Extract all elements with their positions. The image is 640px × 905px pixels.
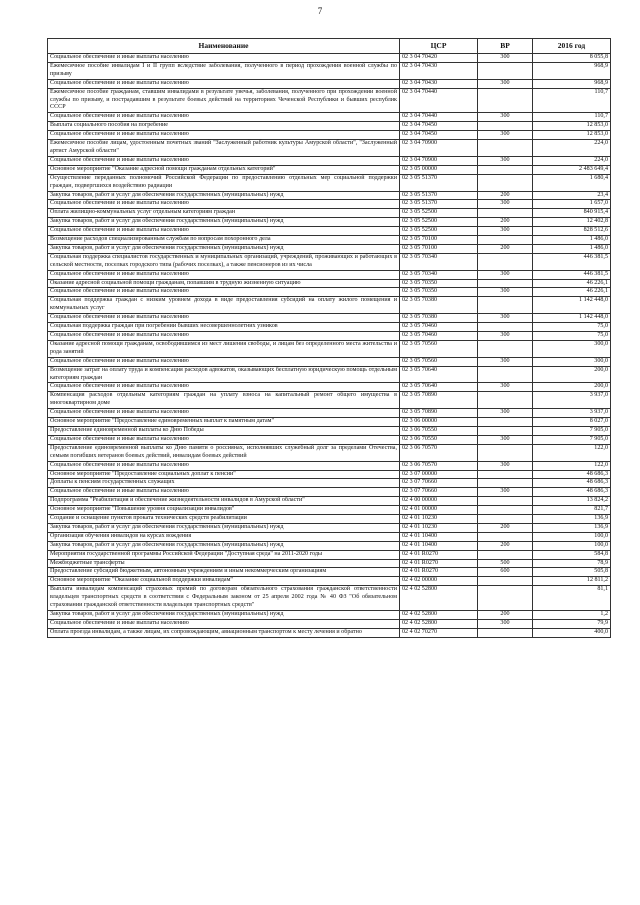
row-vr — [478, 88, 533, 113]
row-csr: 02 4 01 00000 — [400, 506, 478, 515]
row-csr: 02 3 05 70640 — [400, 383, 478, 392]
row-name: Социальное обеспечение и иные выплаты населению — [48, 113, 400, 122]
row-vr: 300 — [478, 200, 533, 209]
table-row — [48, 568, 611, 577]
row-vr: 300 — [478, 156, 533, 165]
row-name: Основное мероприятие "Оказание адресной помощи гражданам отдельных категорий" — [48, 165, 400, 174]
table-row — [48, 444, 611, 461]
row-amount: 3 937,0 — [533, 392, 611, 409]
row-vr — [478, 366, 533, 383]
row-name: Основное мероприятие "Предоставление единовременных выплат к памятным датам" — [48, 418, 400, 427]
row-name: Создание и оснащение пунктов проката технических средств реабилитации — [48, 515, 400, 524]
table-row — [48, 426, 611, 435]
row-vr: 300 — [478, 113, 533, 122]
row-name: Выплата социального пособия на погребение — [48, 122, 400, 131]
row-amount: 13 824,2 — [533, 497, 611, 506]
row-csr: 02 3 07 70660 — [400, 479, 478, 488]
row-amount: 1 486,0 — [533, 244, 611, 253]
row-amount: 1 142 448,0 — [533, 297, 611, 314]
row-name: Оплата проезда инвалидам, а также лицам, их сопровождающим, авиационным транспортом к месту лечения и обратно — [48, 628, 400, 637]
row-name: Предоставление единовременной выплаты ко Дню памяти о россиянах, исполнявших служебный долг за пределами Отечества, семьям погибших ветеранов боевых действий, инвалидам боевых действий — [48, 444, 400, 461]
table-row — [48, 340, 611, 357]
table-row — [48, 191, 611, 200]
row-amount: 584,8 — [533, 550, 611, 559]
table-row — [48, 435, 611, 444]
row-vr: 300 — [478, 131, 533, 140]
row-csr: 02 3 06 70550 — [400, 426, 478, 435]
row-name: Социальное обеспечение и иные выплаты населению — [48, 461, 400, 470]
row-vr — [478, 209, 533, 218]
row-amount: 81,1 — [533, 586, 611, 611]
row-name: Организация обучения инвалидов на курсах вождения — [48, 532, 400, 541]
row-vr: 300 — [478, 409, 533, 418]
table-row — [48, 314, 611, 323]
header-vr: ВР — [478, 39, 533, 54]
row-vr — [478, 550, 533, 559]
row-name: Ежемесячное пособие гражданам, ставшим инвалидами в результате увечья, заболевания, полученного при прохождении военной службы по призыву, и пострадавшим в результате боевых действий на территориях Чеченской Республики и бывших республик СССР — [48, 88, 400, 113]
row-vr — [478, 426, 533, 435]
row-csr: 02 4 01 R0270 — [400, 550, 478, 559]
row-name: Предоставление субсидий бюджетным, автономным учреждениям и иным некоммерческим организациям — [48, 568, 400, 577]
row-vr: 300 — [478, 79, 533, 88]
row-csr: 02 4 01 10230 — [400, 523, 478, 532]
row-vr — [478, 174, 533, 191]
row-vr — [478, 279, 533, 288]
row-vr: 200 — [478, 611, 533, 620]
row-amount: 968,9 — [533, 79, 611, 88]
row-csr: 02 3 05 70340 — [400, 253, 478, 270]
row-csr: 02 4 01 R0270 — [400, 559, 478, 568]
header-year: 2016 год — [533, 39, 611, 54]
table-row — [48, 140, 611, 157]
table-row — [48, 174, 611, 191]
table-row — [48, 357, 611, 366]
row-name: Подпрограмма "Реабилитация и обеспечение жизнедеятельности инвалидов в Амурской области" — [48, 497, 400, 506]
row-amount: 122,0 — [533, 461, 611, 470]
row-name: Закупка товаров, работ и услуг для обеспечения государственных (муниципальных) нужд — [48, 611, 400, 620]
row-name: Предоставление единовременной выплаты ко Дню Победы — [48, 426, 400, 435]
table-row — [48, 550, 611, 559]
row-amount: 136,9 — [533, 523, 611, 532]
table-row — [48, 253, 611, 270]
row-vr — [478, 392, 533, 409]
row-name: Закупка товаров, работ и услуг для обеспечения государственных (муниципальных) нужд — [48, 541, 400, 550]
table-row — [48, 383, 611, 392]
row-name: Социальное обеспечение и иные выплаты населению — [48, 435, 400, 444]
row-amount: 446 381,5 — [533, 270, 611, 279]
table-row — [48, 122, 611, 131]
row-csr: 02 3 04 70450 — [400, 122, 478, 131]
table-row — [48, 88, 611, 113]
row-csr: 02 3 04 70900 — [400, 140, 478, 157]
row-name: Межбюджетные трансферты — [48, 559, 400, 568]
row-csr: 02 3 05 70340 — [400, 270, 478, 279]
row-amount: 122,0 — [533, 444, 611, 461]
table-row — [48, 297, 611, 314]
table-row — [48, 409, 611, 418]
row-csr: 02 4 02 70270 — [400, 628, 478, 637]
row-csr: 02 3 05 00000 — [400, 165, 478, 174]
table-row — [48, 218, 611, 227]
row-amount: 224,0 — [533, 140, 611, 157]
row-csr: 02 4 01 10230 — [400, 515, 478, 524]
table-row — [48, 79, 611, 88]
table-header-row — [48, 39, 611, 54]
row-amount: 300,0 — [533, 357, 611, 366]
row-name: Оказание адресной помощи гражданам, освободившимся из мест лишения свободы, и лицам без определенного места жительства и рода занятий — [48, 340, 400, 357]
row-csr: 02 3 05 51370 — [400, 174, 478, 191]
row-amount: 446 381,5 — [533, 253, 611, 270]
row-vr: 300 — [478, 488, 533, 497]
row-name: Доплаты к пенсиям государственных служащих — [48, 479, 400, 488]
row-name: Компенсация расходов отдельным категориям граждан на уплату взноса на капитальный ремонт общего имущества в многоквартирном доме — [48, 392, 400, 409]
row-name: Социальное обеспечение и иные выплаты населению — [48, 409, 400, 418]
row-csr: 02 3 05 51370 — [400, 191, 478, 200]
row-csr: 02 4 02 52800 — [400, 619, 478, 628]
row-csr: 02 3 05 70380 — [400, 314, 478, 323]
row-amount: 8 055,8 — [533, 54, 611, 63]
table-row — [48, 559, 611, 568]
row-vr: 200 — [478, 244, 533, 253]
row-name: Социальное обеспечение и иные выплаты населению — [48, 619, 400, 628]
row-amount: 12 811,2 — [533, 577, 611, 586]
row-name: Ежемесячное пособие лицам, удостоенным почетных званий "Заслуженный работник культуры Амурской области", "Заслуженный артист Амурской области" — [48, 140, 400, 157]
row-vr: 200 — [478, 218, 533, 227]
row-vr — [478, 253, 533, 270]
row-amount: 828 512,6 — [533, 227, 611, 236]
row-name: Социальное обеспечение и иные выплаты населению — [48, 156, 400, 165]
row-vr: 300 — [478, 54, 533, 63]
row-vr — [478, 470, 533, 479]
row-amount: 8 027,0 — [533, 418, 611, 427]
row-csr: 02 3 05 70350 — [400, 279, 478, 288]
row-vr — [478, 586, 533, 611]
row-name: Социальное обеспечение и иные выплаты населению — [48, 488, 400, 497]
table-row — [48, 62, 611, 79]
table-row — [48, 488, 611, 497]
row-name: Социальное обеспечение и иные выплаты населению — [48, 383, 400, 392]
table-row — [48, 236, 611, 245]
table-row — [48, 479, 611, 488]
row-amount: 1,2 — [533, 611, 611, 620]
row-amount: 2 483 649,4 — [533, 165, 611, 174]
row-vr: 300 — [478, 461, 533, 470]
row-name: Социальная поддержка граждан с низким уровнем дохода в виде предоставления субсидий на оплату жилого помещения и коммунальных услуг — [48, 297, 400, 314]
row-vr: 200 — [478, 523, 533, 532]
row-amount: 46 226,1 — [533, 279, 611, 288]
page-number: 7 — [317, 6, 323, 16]
row-name: Возмещение затрат на оплату труда и компенсация расходов адвокатов, оказывающих бесплатную юридическую помощь отдельным категориям граждан — [48, 366, 400, 383]
table-row — [48, 392, 611, 409]
table-row — [48, 611, 611, 620]
row-vr — [478, 444, 533, 461]
row-vr: 300 — [478, 270, 533, 279]
table-row — [48, 506, 611, 515]
row-csr: 02 4 02 52800 — [400, 611, 478, 620]
row-amount: 200,0 — [533, 383, 611, 392]
table-row — [48, 165, 611, 174]
table-row — [48, 156, 611, 165]
row-amount: 821,7 — [533, 506, 611, 515]
row-amount: 48 686,3 — [533, 470, 611, 479]
row-csr: 02 3 05 70890 — [400, 409, 478, 418]
row-amount: 968,9 — [533, 62, 611, 79]
row-vr: 300 — [478, 357, 533, 366]
row-csr: 02 3 05 52500 — [400, 218, 478, 227]
row-vr — [478, 62, 533, 79]
row-vr — [478, 297, 533, 314]
row-vr — [478, 418, 533, 427]
row-amount: 23,4 — [533, 191, 611, 200]
row-amount: 12 402,8 — [533, 218, 611, 227]
row-name: Оказание адресной социальной помощи гражданам, попавшим в трудную жизненную ситуацию — [48, 279, 400, 288]
row-amount: 840 915,4 — [533, 209, 611, 218]
row-csr: 02 4 01 10400 — [400, 541, 478, 550]
table-row — [48, 244, 611, 253]
row-amount: 136,9 — [533, 515, 611, 524]
row-csr: 02 3 05 70460 — [400, 332, 478, 341]
row-name: Основное мероприятие "Оказание социальной поддержки инвалидам" — [48, 577, 400, 586]
row-name: Основное мероприятие "Предоставление социальных доплат к пенсии" — [48, 470, 400, 479]
row-vr: 300 — [478, 314, 533, 323]
table-row — [48, 497, 611, 506]
row-csr: 02 3 04 70440 — [400, 113, 478, 122]
row-amount: 12 853,0 — [533, 131, 611, 140]
row-name: Основное мероприятие "Повышение уровня социализации инвалидов" — [48, 506, 400, 515]
table-row — [48, 577, 611, 586]
row-vr: 300 — [478, 332, 533, 341]
row-csr: 02 3 04 70420 — [400, 54, 478, 63]
row-vr — [478, 497, 533, 506]
row-csr: 02 3 06 70570 — [400, 444, 478, 461]
row-name: Выплата инвалидам компенсаций страховых премий по договорам обязательного страхования гражданской ответственности владельцев транспортных средств в соответствии с Федеральным законом от 25 апреля 2002 года № 40 ФЗ "Об обязательном страховании гражданской ответственности владельцев транспортных средств" — [48, 586, 400, 611]
row-amount: 78,9 — [533, 559, 611, 568]
row-amount: 12 853,0 — [533, 122, 611, 131]
table-row — [48, 628, 611, 637]
row-amount: 7 905,0 — [533, 426, 611, 435]
row-csr: 02 3 05 70460 — [400, 323, 478, 332]
row-name: Закупка товаров, работ и услуг для обеспечения государственных (муниципальных) нужд — [48, 218, 400, 227]
row-name: Закупка товаров, работ и услуг для обеспечения государственных (муниципальных) нужд — [48, 191, 400, 200]
row-csr: 02 4 02 52800 — [400, 586, 478, 611]
header-name: Наименование — [48, 39, 400, 54]
table-row — [48, 418, 611, 427]
row-name: Оплата жилищно-коммунальных услуг отдельным категориям граждан — [48, 209, 400, 218]
row-name: Социальное обеспечение и иные выплаты населению — [48, 227, 400, 236]
table-row — [48, 366, 611, 383]
row-amount: 400,0 — [533, 628, 611, 637]
row-csr: 02 3 05 51370 — [400, 200, 478, 209]
row-csr: 02 3 04 70430 — [400, 62, 478, 79]
row-vr: 500 — [478, 559, 533, 568]
row-csr: 02 3 07 70660 — [400, 488, 478, 497]
row-amount: 505,8 — [533, 568, 611, 577]
table-row — [48, 54, 611, 63]
row-csr: 02 3 05 70100 — [400, 244, 478, 253]
row-name: Социальное обеспечение и иные выплаты населению — [48, 357, 400, 366]
row-name: Социальное обеспечение и иные выплаты населению — [48, 131, 400, 140]
row-amount: 300,0 — [533, 340, 611, 357]
table-row — [48, 323, 611, 332]
row-amount: 110,7 — [533, 88, 611, 113]
row-vr — [478, 236, 533, 245]
row-name: Социальная поддержка граждан при погребении бывших несовершеннолетних узников — [48, 323, 400, 332]
row-vr — [478, 340, 533, 357]
row-csr: 02 3 05 70560 — [400, 340, 478, 357]
row-amount: 100,0 — [533, 532, 611, 541]
row-csr: 02 3 04 70440 — [400, 88, 478, 113]
row-name: Осуществление переданных полномочий Российской Федерации по предоставлению отдельных мер социальной поддержки граждан, подвергшихся воздействию радиации — [48, 174, 400, 191]
table-row — [48, 541, 611, 550]
table-row — [48, 200, 611, 209]
table-row — [48, 209, 611, 218]
row-name: Социальное обеспечение и иные выплаты населению — [48, 54, 400, 63]
row-vr — [478, 515, 533, 524]
table-row — [48, 131, 611, 140]
row-amount: 100,0 — [533, 541, 611, 550]
row-name: Закупка товаров, работ и услуг для обеспечения государственных (муниципальных) нужд — [48, 523, 400, 532]
row-csr: 02 3 05 70350 — [400, 288, 478, 297]
table-row — [48, 113, 611, 122]
table-row — [48, 227, 611, 236]
row-vr — [478, 577, 533, 586]
row-csr: 02 4 01 R0270 — [400, 568, 478, 577]
row-amount: 75,0 — [533, 332, 611, 341]
table-row — [48, 523, 611, 532]
row-vr — [478, 140, 533, 157]
budget-table — [47, 38, 611, 638]
row-vr: 200 — [478, 541, 533, 550]
table-row — [48, 586, 611, 611]
row-amount: 7 905,0 — [533, 435, 611, 444]
row-name: Социальное обеспечение и иные выплаты населению — [48, 79, 400, 88]
table-row — [48, 332, 611, 341]
table-body — [48, 54, 611, 638]
row-name: Социальная поддержка специалистов государственных и муниципальных организаций, учреждений, проживающих и работающих в сельской местности, поселках городского типа (рабочих поселках), а также пенсионеров из их числа — [48, 253, 400, 270]
row-csr: 02 3 04 70900 — [400, 156, 478, 165]
row-vr: 300 — [478, 619, 533, 628]
row-csr: 02 3 06 70550 — [400, 435, 478, 444]
row-amount: 1 657,0 — [533, 200, 611, 209]
row-csr: 02 3 06 70570 — [400, 461, 478, 470]
row-csr: 02 3 07 00000 — [400, 470, 478, 479]
row-amount: 200,0 — [533, 366, 611, 383]
row-name: Ежемесячное пособие инвалидам I и II групп вследствие заболевания, полученного в период прохождения военной службы по призыву — [48, 62, 400, 79]
row-vr: 300 — [478, 435, 533, 444]
row-vr: 300 — [478, 227, 533, 236]
row-amount: 1 680,4 — [533, 174, 611, 191]
row-vr: 300 — [478, 383, 533, 392]
table-row — [48, 470, 611, 479]
row-csr: 02 3 05 70560 — [400, 357, 478, 366]
table-row — [48, 515, 611, 524]
row-amount: 48 686,3 — [533, 479, 611, 488]
table-row — [48, 279, 611, 288]
table-row — [48, 288, 611, 297]
row-name: Социальное обеспечение и иные выплаты населению — [48, 270, 400, 279]
row-name: Социальное обеспечение и иные выплаты населению — [48, 314, 400, 323]
table-row — [48, 532, 611, 541]
row-amount: 110,7 — [533, 113, 611, 122]
row-vr: 300 — [478, 288, 533, 297]
table-row — [48, 270, 611, 279]
row-csr: 02 4 02 00000 — [400, 577, 478, 586]
row-amount: 224,0 — [533, 156, 611, 165]
row-csr: 02 3 06 00000 — [400, 418, 478, 427]
row-name: Социальное обеспечение и иные выплаты населению — [48, 332, 400, 341]
row-name: Социальное обеспечение и иные выплаты населению — [48, 200, 400, 209]
row-vr — [478, 532, 533, 541]
row-name: Мероприятия государственной программы Российской Федерации "Доступная среда" на 2011-2020 годы — [48, 550, 400, 559]
row-vr — [478, 165, 533, 174]
row-amount: 3 937,0 — [533, 409, 611, 418]
row-amount: 48 686,3 — [533, 488, 611, 497]
row-name: Закупка товаров, работ и услуг для обеспечения государственных (муниципальных) нужд — [48, 244, 400, 253]
row-csr: 02 4 01 10400 — [400, 532, 478, 541]
row-vr — [478, 628, 533, 637]
row-amount: 75,0 — [533, 323, 611, 332]
row-amount: 1 486,0 — [533, 236, 611, 245]
row-vr — [478, 122, 533, 131]
row-vr — [478, 506, 533, 515]
row-vr: 200 — [478, 191, 533, 200]
row-amount: 1 142 448,0 — [533, 314, 611, 323]
table-row — [48, 619, 611, 628]
row-csr: 02 4 00 00000 — [400, 497, 478, 506]
row-vr — [478, 323, 533, 332]
row-vr: 600 — [478, 568, 533, 577]
row-csr: 02 3 04 70430 — [400, 79, 478, 88]
header-csr: ЦСР — [400, 39, 478, 54]
row-csr: 02 3 05 70100 — [400, 236, 478, 245]
table-row — [48, 461, 611, 470]
row-vr — [478, 479, 533, 488]
row-amount: 79,9 — [533, 619, 611, 628]
row-csr: 02 3 05 52500 — [400, 227, 478, 236]
row-name: Социальное обеспечение и иные выплаты населению — [48, 288, 400, 297]
row-csr: 02 3 05 70380 — [400, 297, 478, 314]
row-csr: 02 3 05 70890 — [400, 392, 478, 409]
row-csr: 02 3 04 70450 — [400, 131, 478, 140]
row-amount: 46 226,1 — [533, 288, 611, 297]
row-name: Возмещение расходов специализированным службам по вопросам похоронного дела — [48, 236, 400, 245]
row-csr: 02 3 05 52500 — [400, 209, 478, 218]
row-csr: 02 3 05 70640 — [400, 366, 478, 383]
